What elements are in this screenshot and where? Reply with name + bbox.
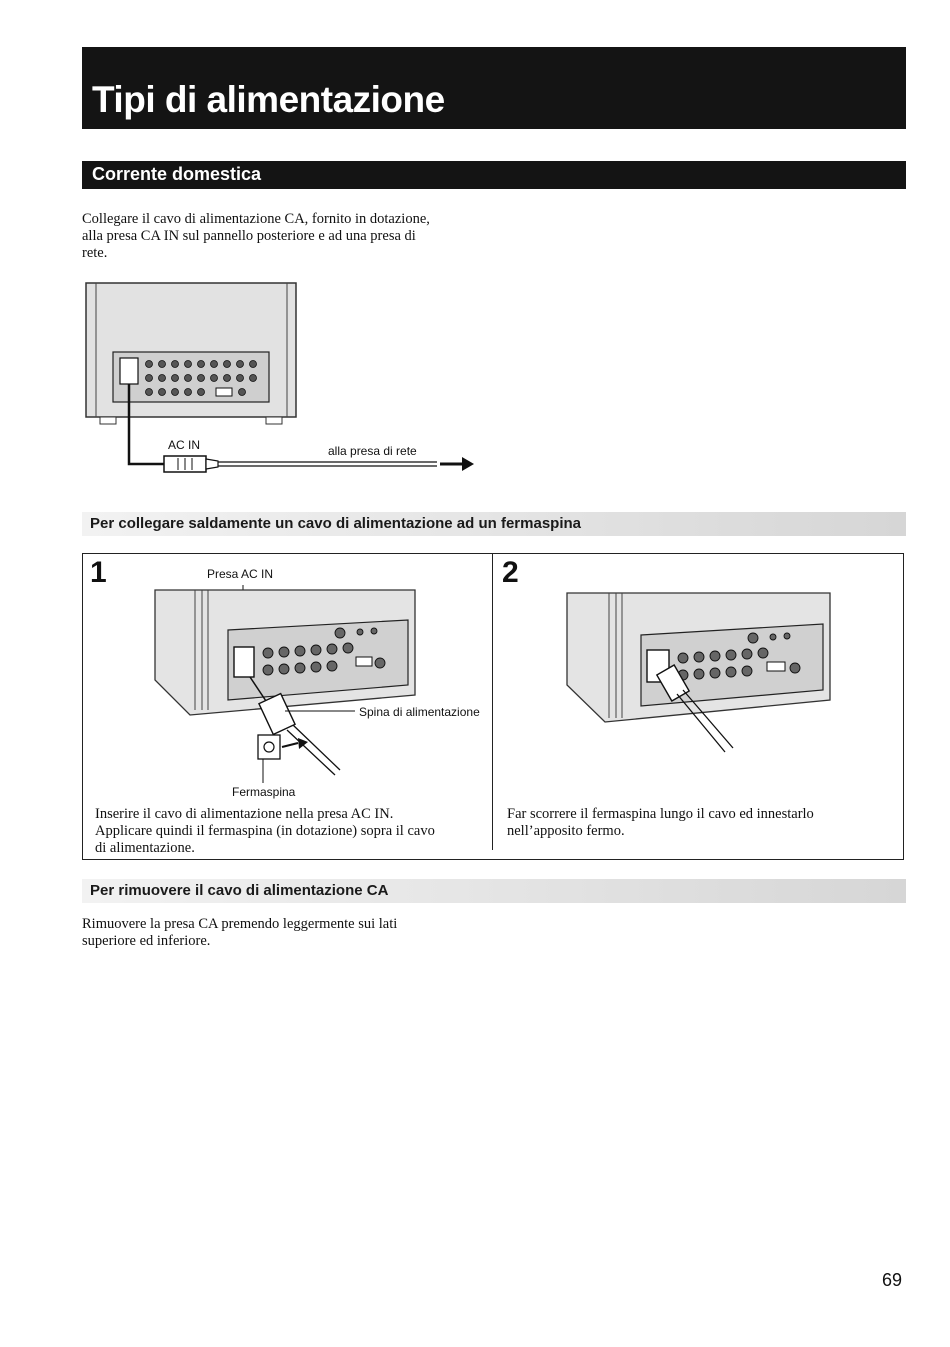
remove-line: superiore ed inferiore.	[82, 933, 211, 949]
socket-label: Presa AC IN	[207, 567, 274, 581]
remove-paragraph	[82, 916, 482, 950]
title-banner	[82, 47, 906, 129]
rear-panel-diagram	[82, 280, 482, 480]
step-1-number: 1	[90, 556, 107, 589]
subsection-title-secure: Per collegare saldamente un cavo di alimentazione ad un fermaspina	[90, 515, 581, 532]
page-number: 69	[882, 1270, 903, 1290]
intro-line: rete.	[82, 245, 108, 261]
step-2-text	[507, 806, 897, 840]
remove-line: Rimuovere la presa CA premendo leggermente sui lati	[82, 916, 398, 932]
subsection-banner-secure	[82, 512, 906, 536]
intro-paragraph	[82, 211, 482, 262]
step-2-number: 2	[502, 556, 519, 589]
step-1-line: Inserire il cavo di alimentazione nella presa AC IN.	[95, 806, 394, 822]
clip-label: Fermaspina	[232, 785, 296, 799]
outlet-label: alla presa di rete	[328, 444, 417, 458]
section-title: Corrente domestica	[92, 164, 262, 184]
step-2-line: nell’apposito fermo.	[507, 823, 625, 839]
intro-line: Collegare il cavo di alimentazione CA, fornito in dotazione,	[82, 211, 430, 227]
step-2-line: Far scorrere il fermaspina lungo il cavo ed innestarlo	[507, 806, 814, 822]
step-1-line: di alimentazione.	[95, 840, 195, 856]
step-1-line: Applicare quindi il fermaspina (in dotazione) sopra il cavo	[95, 823, 435, 839]
step-divider	[492, 553, 493, 850]
page-title: Tipi di alimentazione	[92, 79, 445, 120]
plug-label: Spina di alimentazione	[359, 705, 480, 719]
step-1-text	[95, 806, 490, 857]
subsection-title-remove: Per rimuovere il cavo di alimentazione CA	[90, 882, 389, 899]
step-2-illustration	[565, 590, 835, 760]
section-banner	[82, 161, 906, 189]
step-1-illustration	[150, 585, 490, 790]
subsection-banner-remove	[82, 879, 906, 903]
intro-line: alla presa CA IN sul pannello posteriore e ad una presa di	[82, 228, 416, 244]
ac-in-label: AC IN	[168, 438, 201, 452]
